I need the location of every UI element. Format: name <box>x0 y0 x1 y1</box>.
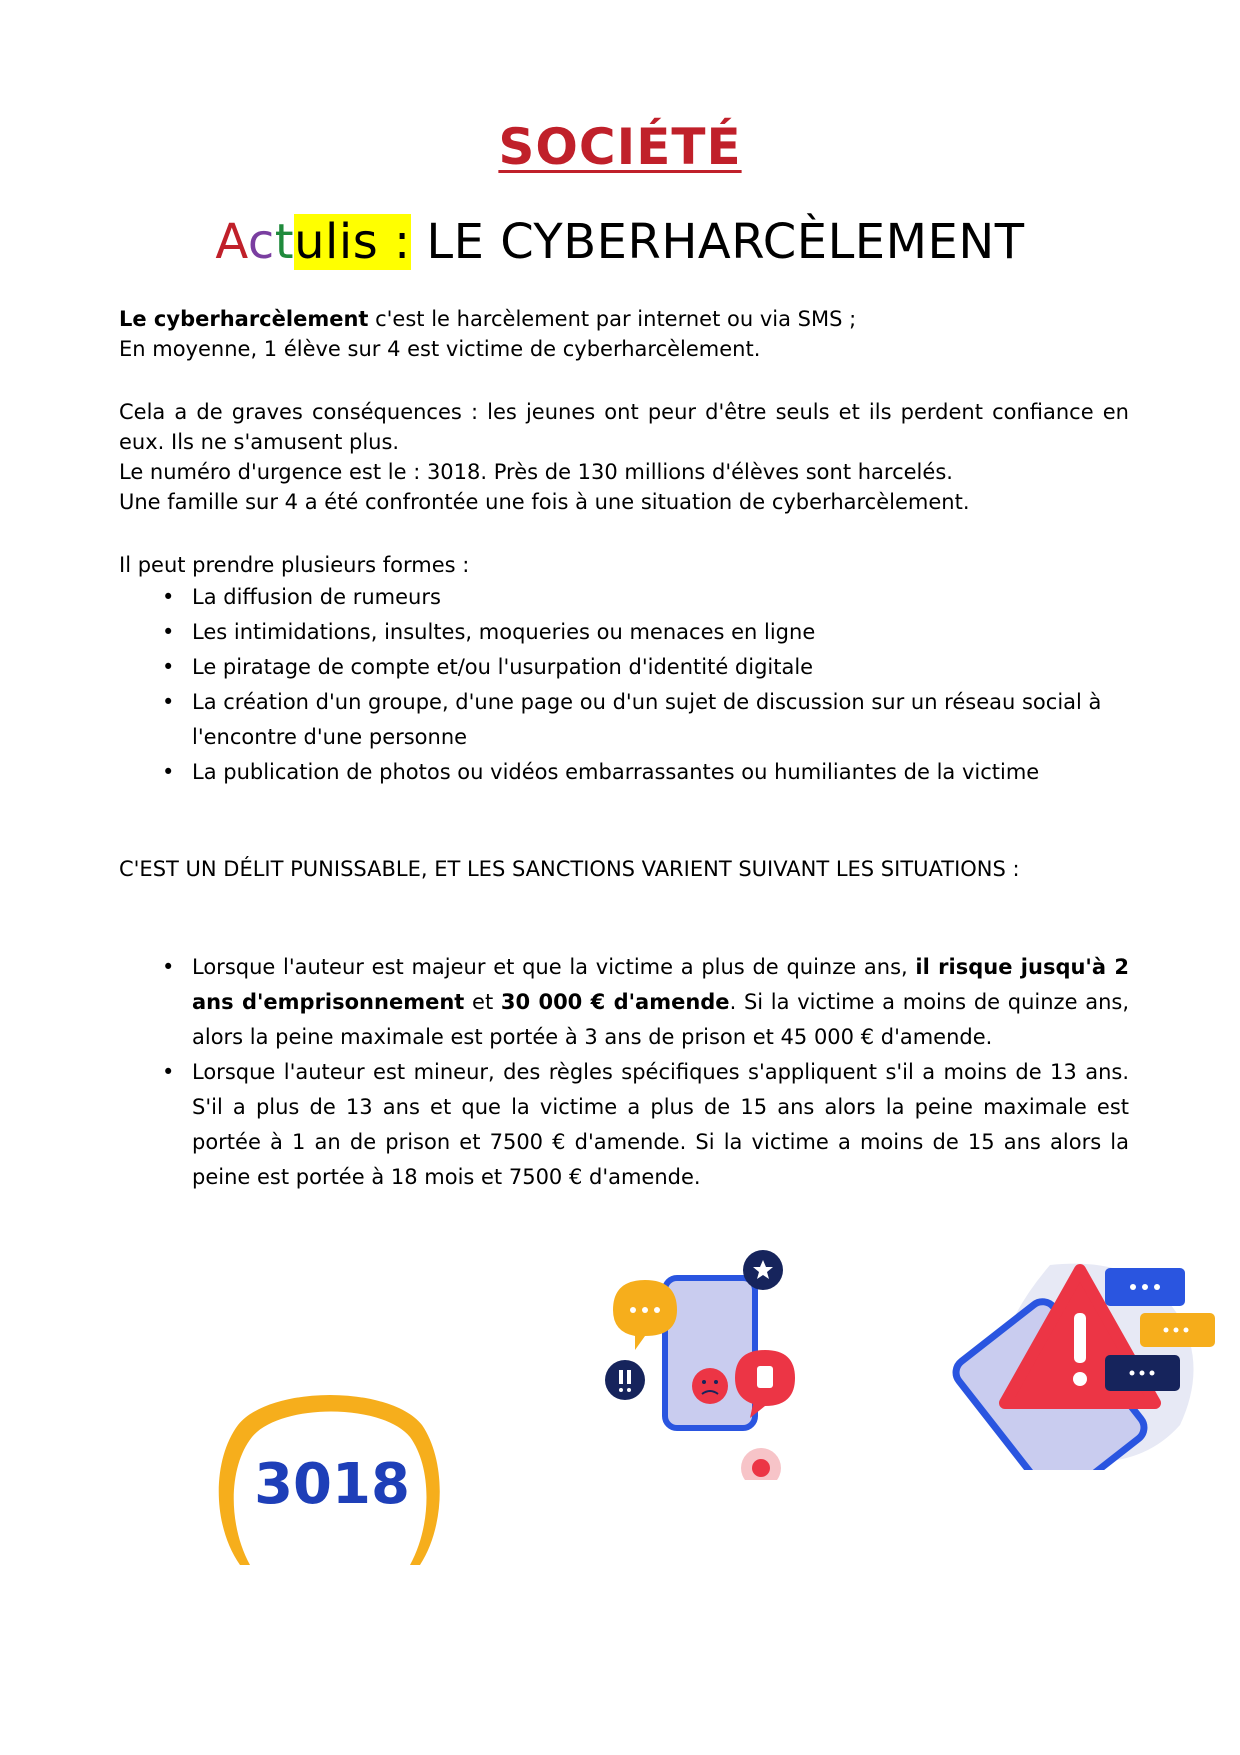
list-item: • Lorsque l'auteur est mineur, des règles spécifiques s'appliquent s'il a moins de 13 ans. S'il a plus de 13 ans et que la victime a plus de 15 ans alors la peine maximale est portée à 1 an de prison et 7500 € d'amende. Si la victime a moins de 15 ans alors la peine est portée à 18 mois et 7500 € d'amende. <box>119 1055 1129 1195</box>
intro-paragraph <box>119 304 1129 364</box>
subtitle-rest: LE CYBERHARCÈLEMENT <box>410 214 1025 270</box>
forms-intro: Il peut prendre plusieurs formes : <box>119 553 470 577</box>
list-item: • La publication de photos ou vidéos embarrassantes ou humiliantes de la victime <box>119 755 1129 790</box>
subtitle-highlight: ulis : <box>294 214 411 270</box>
list-item: • Les intimidations, insultes, moqueries ou menaces en ligne <box>119 615 1129 650</box>
forms-section <box>119 550 1129 790</box>
list-item: • La diffusion de rumeurs <box>119 580 1129 615</box>
sanction-bold-prison: il risque jusqu'à 2 ans d'emprisonnement <box>192 955 1129 1014</box>
delit-heading: C'EST UN DÉLIT PUNISSABLE, ET LES SANCTIONS VARIENT SUIVANT LES SITUATIONS : <box>119 857 1020 881</box>
sanction-bold-fine: 30 000 € d'amende <box>500 990 730 1014</box>
intro-line-2: En moyenne, 1 élève sur 4 est victime de cyberharcèlement. <box>119 337 761 361</box>
sanctions-section <box>119 950 1129 1195</box>
sanctions-list <box>119 950 1129 1195</box>
phone-alert-icon <box>950 1255 1220 1470</box>
consequences-paragraph <box>119 397 1129 517</box>
sanction-text: . Si la victime a moins de quinze ans, alors la peine maximale est portée à 3 ans de prison et 45 000 € d'amende. <box>192 990 1129 1049</box>
subtitle-letter-a: A <box>215 214 248 270</box>
list-item: • Le piratage de compte et/ou l'usurpation d'identité digitale <box>119 650 1129 685</box>
logo-3018-text: 3018 <box>254 1452 410 1517</box>
sanction-text: et <box>464 990 501 1014</box>
forms-list <box>119 580 1129 790</box>
consequence-line: Une famille sur 4 a été confrontée une fois à une situation de cyberharcèlement. <box>119 490 970 514</box>
page-title: SOCIÉTÉ <box>498 118 742 176</box>
list-item: • La création d'un groupe, d'une page ou d'un sujet de discussion sur un réseau social à l'encontre d'une personne <box>119 685 1129 755</box>
subtitle-letter-c: c <box>247 214 275 270</box>
consequence-line: Cela a de graves conséquences : les jeunes ont peur d'être seuls et ils perdent confiance en eux. Ils ne s'amusent plus. <box>119 400 1129 454</box>
intro-line1-rest: c'est le harcèlement par internet ou via SMS ; <box>368 307 857 331</box>
sanction-text: Lorsque l'auteur est majeur et que la victime a plus de quinze ans, <box>192 955 916 979</box>
phone-harassment-icon <box>605 1250 825 1480</box>
intro-line-1 <box>119 304 1129 334</box>
document-subtitle <box>0 214 1240 270</box>
consequence-line: Le numéro d'urgence est le : 3018. Près de 130 millions d'élèves sont harcelés. <box>119 460 953 484</box>
list-item <box>119 950 1129 1055</box>
intro-term: Le cyberharcèlement <box>119 307 369 331</box>
subtitle-letter-t: t <box>274 214 295 270</box>
bubble-3018-logo <box>210 1375 450 1565</box>
